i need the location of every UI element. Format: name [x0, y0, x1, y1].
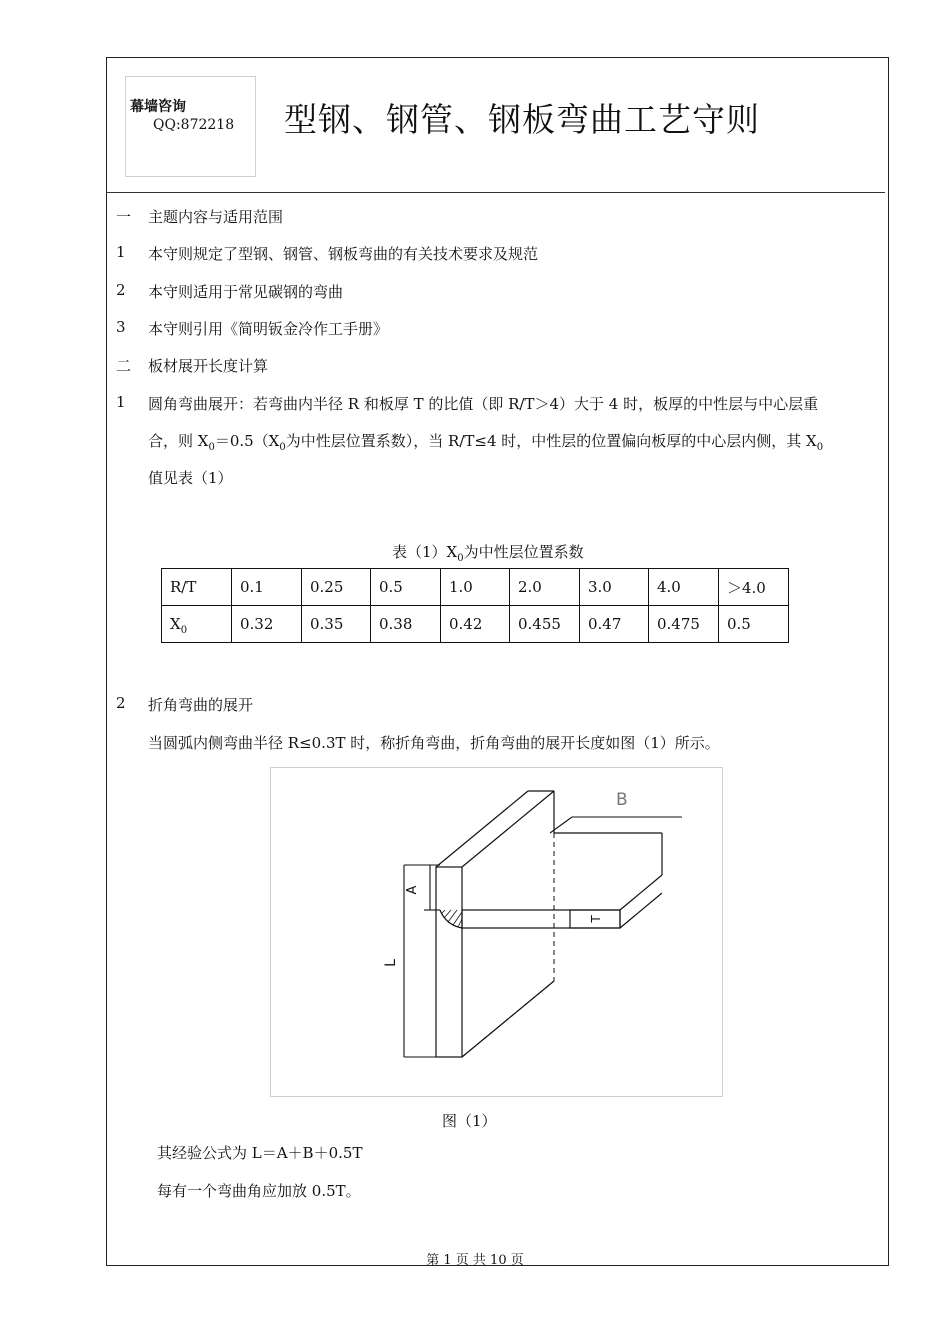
para-1-line-1: 圆角弯曲展开：若弯曲内半径 R 和板厚 T 的比值（即 R/T＞4）大于 4 时，板厚的中性层与中心层重 [148, 395, 819, 413]
table-cell: 0.5 [719, 606, 789, 643]
para-1-line-2: 合，则 $X_0=0.5(X_0$为中性层位置系数），当 R/T≤4 时，中性层的位置偏向板厚的中心层内侧，其 $X_0$ [148, 432, 824, 453]
item-3-number: 3 [116, 318, 126, 336]
para-2-number: 2 [116, 694, 126, 712]
table-cell: 1.0 [441, 569, 510, 606]
label-t: T [589, 915, 603, 923]
item-3-text: 本守则引用《简明钣金冷作工手册》 [148, 320, 389, 338]
table-header-rt: R/T [162, 569, 232, 606]
document-title: 型钢、钢管、钢板弯曲工艺守则 [284, 100, 760, 139]
table-row-x0 [162, 606, 789, 643]
table-cell: 0.42 [441, 606, 510, 643]
table-cell: 0.455 [510, 606, 580, 643]
table-cell: 0.32 [232, 606, 302, 643]
section-2-number: 二 [116, 357, 132, 375]
table-caption: 表$(1)X_0$为中性层位置系数 [392, 543, 584, 564]
table-cell: 4.0 [649, 569, 719, 606]
table-cell: 0.47 [580, 606, 649, 643]
logo-qq: QQ:872218 [153, 117, 235, 133]
figure-caption: 图（1） [442, 1112, 497, 1130]
table-cell: 3.0 [580, 569, 649, 606]
section-1-number: 一 [116, 208, 132, 226]
table-header-x0: $X_0$ [162, 606, 232, 643]
para-1-line-3: 值见表（1） [148, 469, 233, 487]
coefficient-table [161, 568, 789, 643]
bend-diagram [270, 767, 723, 1097]
table-cell: 0.25 [302, 569, 371, 606]
label-b: B [616, 790, 628, 810]
table-cell: 0.5 [371, 569, 441, 606]
table-row-rt [162, 569, 789, 606]
table-cell: 2.0 [510, 569, 580, 606]
note-text: 每有一个弯曲角应加放 0.5T。 [157, 1182, 361, 1200]
item-2-number: 2 [116, 281, 126, 299]
logo-company: 幕墙咨询 [130, 99, 186, 115]
table-cell: 0.35 [302, 606, 371, 643]
label-a: A [405, 885, 420, 895]
formula-text: 其经验公式为 L＝A＋B＋0.5T [157, 1144, 363, 1162]
table-cell: ＞4.0 [719, 569, 789, 606]
table-cell: 0.1 [232, 569, 302, 606]
page-footer: 第 1 页 共 10 页 [426, 1253, 524, 1268]
section-2-title: 板材展开长度计算 [148, 357, 269, 375]
item-1-number: 1 [116, 243, 126, 261]
header-divider [106, 192, 885, 193]
section-1-title: 主题内容与适用范围 [148, 208, 284, 226]
para-2-text: 当圆弧内侧弯曲半径 R≤0.3T 时，称折角弯曲，折角弯曲的展开长度如图（1）所示。 [148, 734, 720, 752]
para-2-title: 折角弯曲的展开 [148, 696, 254, 714]
table-cell: 0.475 [649, 606, 719, 643]
table-cell: 0.38 [371, 606, 441, 643]
item-2-text: 本守则适用于常见碳钢的弯曲 [148, 283, 344, 301]
item-1-text: 本守则规定了型钢、钢管、钢板弯曲的有关技术要求及规范 [148, 245, 539, 263]
label-l: L [383, 959, 399, 967]
para-1-number: 1 [116, 393, 126, 411]
